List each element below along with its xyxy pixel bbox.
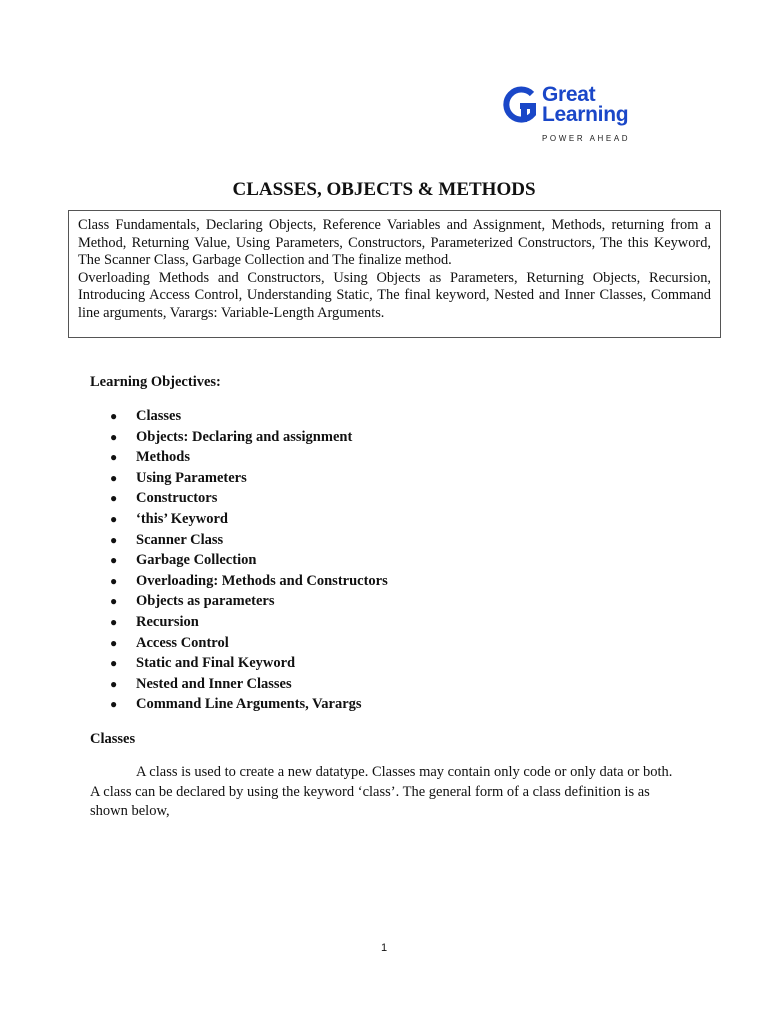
- document-title: CLASSES, OBJECTS & METHODS: [232, 179, 536, 200]
- objective-label: Access Control: [136, 634, 229, 651]
- bullet-icon: ●: [110, 409, 118, 423]
- list-item: [110, 406, 388, 427]
- page-number: 1: [380, 942, 388, 954]
- list-item: [110, 468, 388, 489]
- objective-label: Command Line Arguments, Varargs: [136, 696, 362, 713]
- list-item: [110, 550, 388, 571]
- bullet-icon: ●: [110, 676, 118, 691]
- bullet-icon: ●: [110, 491, 118, 506]
- logo-tagline: POWER AHEAD: [542, 134, 631, 143]
- bullet-icon: ●: [110, 697, 118, 712]
- classes-section-heading: Classes: [90, 731, 136, 747]
- objective-label: Scanner Class: [136, 531, 224, 548]
- great-learning-logo: [498, 82, 658, 146]
- objective-label: Constructors: [136, 490, 218, 507]
- list-item: [110, 488, 388, 509]
- objective-label: Objects as parameters: [136, 593, 275, 610]
- objective-label: Recursion: [136, 613, 199, 630]
- objective-label: Methods: [136, 449, 190, 466]
- list-item: [110, 591, 388, 612]
- list-item: [110, 571, 388, 592]
- list-item: [110, 694, 388, 715]
- learning-objectives-list: [110, 406, 388, 715]
- bullet-icon: ●: [110, 450, 118, 465]
- great-learning-g-icon: [498, 84, 538, 128]
- list-item: [110, 633, 388, 654]
- list-item: [110, 674, 388, 695]
- bullet-icon: ●: [110, 429, 118, 444]
- objective-label: Nested and Inner Classes: [136, 675, 292, 692]
- bullet-icon: ●: [110, 614, 118, 629]
- list-item: [110, 509, 388, 530]
- bullet-icon: ●: [110, 594, 118, 609]
- bullet-icon: ●: [110, 511, 118, 526]
- list-item: [110, 530, 388, 551]
- bullet-icon: ●: [110, 553, 118, 568]
- objective-label: Objects: Declaring and assignment: [136, 428, 353, 445]
- logo-word-great: Great: [542, 83, 596, 106]
- objective-label: Static and Final Keyword: [136, 655, 296, 672]
- objective-label: Using Parameters: [136, 469, 247, 486]
- objective-label: Garbage Collection: [136, 552, 257, 569]
- list-item: [110, 447, 388, 468]
- logo-word-learning: Learning: [542, 103, 629, 126]
- learning-objectives-heading: Learning Objectives:: [90, 374, 221, 390]
- bullet-icon: ●: [110, 532, 118, 547]
- list-item: [110, 427, 388, 448]
- list-item: [110, 653, 388, 674]
- list-item: [110, 612, 388, 633]
- objective-label: Overloading: Methods and Constructors: [136, 572, 388, 589]
- bullet-icon: ●: [110, 573, 118, 588]
- summary-paragraph-1: Class Fundamentals, Declaring Objects, Reference Variables and Assignment, Methods, returning from a Method, Returning Value, Using Parameters, Constructors, Parameterized Constructors, The this Keyword, The Scanner Class, Garbage Collection and The finalize method.: [78, 217, 711, 269]
- objective-label: ‘this’ Keyword: [136, 510, 228, 527]
- bullet-icon: ●: [110, 635, 118, 650]
- objective-label: Classes: [136, 408, 182, 424]
- topics-summary-box: [68, 210, 721, 338]
- bullet-icon: ●: [110, 656, 118, 671]
- classes-intro-paragraph: A class is used to create a new datatype. Classes may contain only code or only data or both. A class can be declared by using the keyword ‘class’. The general form of a class definition is as shown below,: [90, 764, 673, 819]
- bullet-icon: ●: [110, 470, 118, 485]
- summary-paragraph-2: Overloading Methods and Constructors, Using Objects as Parameters, Returning Objects, Recursion, Introducing Access Control, Understanding Static, The final keyword, Nested and Inner Classes, Command line arguments, Varargs: Variable-Length Arguments.: [78, 269, 711, 321]
